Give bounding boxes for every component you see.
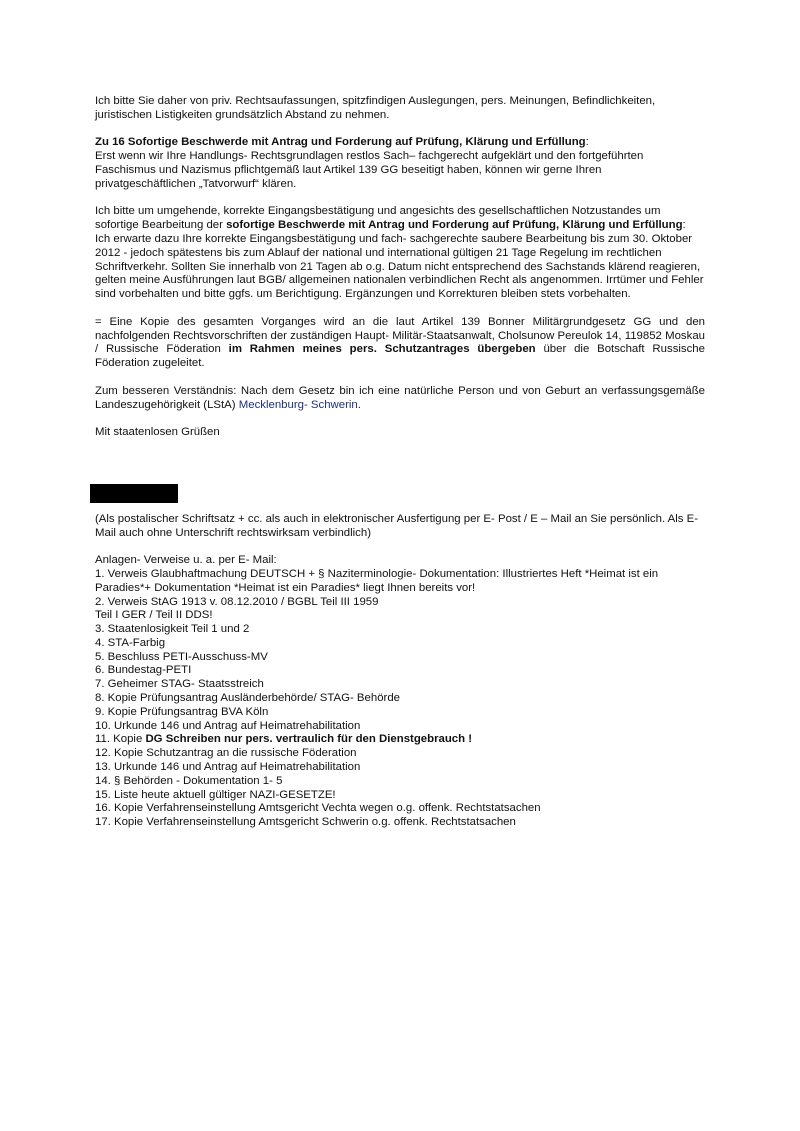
list-item: 11. Kopie DG Schreiben nur pers. vertraulich für den Dienstgebrauch ! — [95, 733, 473, 746]
redacted-signature — [90, 484, 178, 503]
list-item: 9. Kopie Prüfungsantrag BVA Köln — [95, 705, 269, 718]
closing-greeting: Mit staatenlosen Grüßen — [95, 426, 220, 439]
list-item: 14. § Behörden - Dokumentation 1- 5 — [95, 774, 283, 787]
paragraph-eingangsbestaetigung: Ich bitte um umgehende, korrekte Eingangsbestätigung und angesichts des gesellschaftlichen Notzustandes um sofortige Bearbeitung der sofortige Beschwerde mit Antrag und Forderung auf Prüfung, Klärung und Erfüllung: Ich erwarte dazu Ihre korrekte Eingangsbestätigung und fach- sachgerechte saubere Bearbeitung bis zum 30. Oktober 2012 - jedoch spätestens bis zum Ablauf der national und international gültigen 21 Tage Regelung im rechtlichen Schriftverkehr. Sollten Sie innerhalb von 21 Tagen ab o.g. Datum nicht entsprechend des Sachstands klärend reagieren, gelten meine Ausführungen laut BGB/ allgemeinen nationalen verbindlichen Recht als angenommen. Irrtümer und Fehler sind vorbehalten und bitte ggfs. um Berichtigung. Ergänzungen und Korrekturen bleiben stets vorbehalten. — [95, 205, 704, 301]
list-item: 10. Urkunde 146 und Antrag auf Heimatrehabilitation — [95, 719, 361, 732]
paragraph-verstaendnis: Zum besseren Verständnis: Nach dem Gesetz bin ich eine natürliche Person und von Geburt an verfassungsgemäße Landeszugehörigkeit (LStA) Mecklenburg- Schwerin. — [95, 384, 705, 411]
list-item: 3. Staatenlosigkeit Teil 1 und 2 — [95, 623, 250, 636]
list-item: 5. Beschluss PETI-Ausschuss-MV — [95, 650, 268, 663]
paragraph-beschwerde: Zu 16 Sofortige Beschwerde mit Antrag und Forderung auf Prüfung, Klärung und Erfüllung: Erst wenn wir Ihre Handlungs- Rechtsgrundlagen restlos Sach– fachgerecht aufgeklärt und den fortgeführten Faschismus und Nazismus pflichtgemäß laut Artikel 139 GG beseitigt haben, können wir gerne Ihren privatgeschäftlichen „Tatvorwurf“ klären. — [95, 136, 644, 190]
list-item: 4. STA-Farbig — [95, 636, 166, 649]
beschwerde-heading: Zu 16 Sofortige Beschwerde mit Antrag und Forderung auf Prüfung, Klärung und Erfüllung — [95, 136, 586, 149]
list-item: 1. Verweis Glaubhaftmachung DEUTSCH + § Naziterminologie- Dokumentation: Illustriertes Heft *Heimat ist ein Paradies*+ Dokumentation *Heimat ist ein Paradies* liegt Ihnen bereits vor! — [95, 567, 659, 594]
list-item: 2. Verweis StAG 1913 v. 08.12.2010 / BGBL Teil III 1959 — [95, 595, 379, 608]
list-item: 13. Urkunde 146 und Antrag auf Heimatrehabilitation — [95, 761, 361, 774]
list-item: 15. Liste heute aktuell gültiger NAZI-GESETZE! — [95, 788, 336, 801]
list-item: 16. Kopie Verfahrenseinstellung Amtsgericht Vechta wegen o.g. offenk. Rechtstatsachen — [95, 802, 541, 815]
list-item: 12. Kopie Schutzantrag an die russische Föderation — [95, 747, 357, 760]
region-link: Mecklenburg- Schwerin — [238, 398, 358, 411]
list-item: 17. Kopie Verfahrenseinstellung Amtsgericht Schwerin o.g. offenk. Rechtstatsachen — [95, 816, 516, 829]
paragraph-abstand: Ich bitte Sie daher von priv. Rechtsaufassungen, spitzfindigen Auslegungen, pers. Meinungen, Befindlichkeiten, juristischen Listigkeiten grundsätzlich Abstand zu nehmen. — [95, 95, 656, 121]
beschwerde-body: Erst wenn wir Ihre Handlungs- Rechtsgrundlagen restlos Sach– fachgerecht aufgeklärt und den fortgeführten Faschismus und Nazismus pflichtgemäß laut Artikel 139 GG beseitigt haben, können wir gerne Ihren privatgeschäftlichen „Tatvorwurf“ klären. — [95, 150, 644, 190]
attachments-title: Anlagen- Verweise u. a. per E- Mail: — [95, 554, 277, 567]
attachments-list — [95, 568, 705, 830]
list-item: 8. Kopie Prüfungsantrag Ausländerbehörde/ STAG- Behörde — [95, 692, 400, 705]
paragraph-kopie: = Eine Kopie des gesamten Vorganges wird an die laut Artikel 139 Bonner Militärgrundgesetz GG und den nachfolgenden Rechtsvorschriften der zuständigen Haupt- Militär-Staatsanwalt, Cholsunow Pereulok 14, 119852 Moskau / Russische Föderation im Rahmen meines pers. Schutzantrages übergeben über die Botschaft Russische Föderation zugeleitet. — [95, 315, 705, 370]
letter-body — [95, 95, 705, 830]
list-item: 7. Geheimer STAG- Staatsstreich — [95, 678, 264, 691]
list-item: 6. Bundestag-PETI — [95, 664, 192, 677]
list-item: Teil I GER / Teil II DDS! — [95, 609, 213, 622]
delivery-note: (Als postalischer Schriftsatz + cc. als auch in elektronischer Ausfertigung per E- Post / E – Mail an Sie persönlich. Als E- Mail auch ohne Unterschrift rechtswirksam verbindlich) — [95, 512, 699, 539]
